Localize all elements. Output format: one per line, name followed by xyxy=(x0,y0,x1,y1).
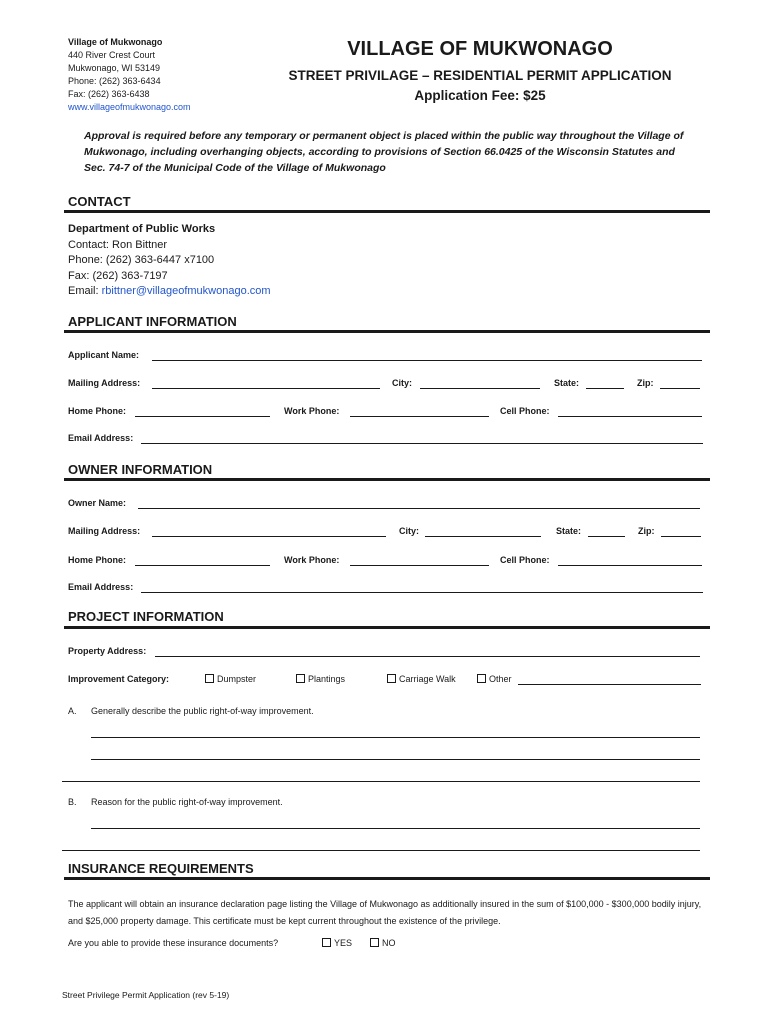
answer-a-line[interactable] xyxy=(91,737,700,738)
contact-block xyxy=(68,222,271,300)
section-divider xyxy=(64,877,710,880)
checkbox-dumpster[interactable]: Dumpster xyxy=(205,674,256,684)
owner-name-label: Owner Name: xyxy=(68,498,127,508)
contact-heading: CONTACT xyxy=(68,194,131,209)
owner-work-phone-field[interactable] xyxy=(350,565,489,566)
section-divider xyxy=(64,626,710,629)
checkbox-square-icon xyxy=(370,938,379,947)
owner-state-label: State: xyxy=(556,526,582,536)
owner-home-phone-label: Home Phone: xyxy=(68,555,127,565)
village-website-link[interactable]: www.villageofmukwonago.com xyxy=(68,102,191,112)
owner-email-label: Email Address: xyxy=(68,582,134,592)
insurance-heading: INSURANCE REQUIREMENTS xyxy=(68,861,254,876)
checkbox-square-icon xyxy=(477,674,486,683)
applicant-cell-phone-field[interactable] xyxy=(558,416,702,417)
owner-city-field[interactable] xyxy=(425,536,541,537)
owner-cell-phone-field[interactable] xyxy=(558,565,702,566)
checkbox-other[interactable]: Other xyxy=(477,674,512,684)
owner-zip-field[interactable] xyxy=(661,536,701,537)
applicant-state-field[interactable] xyxy=(586,388,624,389)
applicant-state-label: State: xyxy=(554,378,580,388)
applicant-cell-phone-label: Cell Phone: xyxy=(500,406,550,416)
applicant-home-phone-label: Home Phone: xyxy=(68,406,127,416)
owner-work-phone-label: Work Phone: xyxy=(284,555,340,565)
question-b-text: Reason for the public right-of-way improvement. xyxy=(91,797,283,807)
contact-fax: Fax: (262) 363-7197 xyxy=(68,269,168,282)
applicant-work-phone-field[interactable] xyxy=(350,416,489,417)
owner-zip-label: Zip: xyxy=(638,526,655,536)
checkbox-square-icon xyxy=(205,674,214,683)
village-address-block xyxy=(68,36,191,114)
owner-name-field[interactable] xyxy=(138,508,700,509)
intro-paragraph: Approval is required before any temporary or permanent object is placed within the public way throughout the Village of Mukwonago, including overhanging objects, according to provisions of Section 66.0425 of the Wisconsin Statutes and Sec. 74-7 of the Municipal Code of the Village of Mukwonago xyxy=(84,130,684,174)
checkbox-square-icon xyxy=(322,938,331,947)
village-street: 440 River Crest Court xyxy=(68,50,156,60)
answer-a-line[interactable] xyxy=(91,759,700,760)
village-phone: Phone: (262) 363-6434 xyxy=(68,76,161,86)
answer-a-line[interactable] xyxy=(62,781,700,782)
section-divider xyxy=(64,330,710,333)
page-title: VILLAGE OF MUKWONAGO xyxy=(347,38,613,60)
checkbox-square-icon xyxy=(296,674,305,683)
checkbox-carriage-walk[interactable]: Carriage Walk xyxy=(387,674,456,684)
project-heading: PROJECT INFORMATION xyxy=(68,609,224,624)
question-a-text: Generally describe the public right-of-way improvement. xyxy=(91,706,314,716)
applicant-city-label: City: xyxy=(392,378,412,388)
section-divider xyxy=(64,478,710,481)
checkbox-no[interactable]: NO xyxy=(370,938,396,948)
owner-mailing-label: Mailing Address: xyxy=(68,526,141,536)
insurance-text: The applicant will obtain an insurance declaration page listing the Village of Mukwonago as additionally insured in the sum of $100,000 - $300,000 bodily injury, and $25,000 property damage. This certificate must be kept current throughout the existence of the privilege. xyxy=(68,899,702,926)
answer-b-line[interactable] xyxy=(62,850,700,851)
applicant-work-phone-label: Work Phone: xyxy=(284,406,340,416)
owner-home-phone-field[interactable] xyxy=(135,565,270,566)
contact-email-label: Email: xyxy=(68,285,102,297)
improvement-category-label: Improvement Category: xyxy=(68,674,170,684)
property-address-label: Property Address: xyxy=(68,646,147,656)
checkbox-yes[interactable]: YES xyxy=(322,938,352,948)
village-name: Village of Mukwonago xyxy=(68,37,163,47)
applicant-mailing-label: Mailing Address: xyxy=(68,378,141,388)
contact-person: Contact: Ron Bittner xyxy=(68,238,168,251)
applicant-city-field[interactable] xyxy=(420,388,540,389)
applicant-email-field[interactable] xyxy=(141,443,703,444)
owner-heading: OWNER INFORMATION xyxy=(68,462,213,477)
insurance-question: Are you able to provide these insurance documents? xyxy=(68,938,279,948)
checkbox-square-icon xyxy=(387,674,396,683)
contact-phone: Phone: (262) 363-6447 x7100 xyxy=(68,254,215,266)
applicant-zip-label: Zip: xyxy=(637,378,654,388)
property-address-field[interactable] xyxy=(155,656,700,657)
contact-department: Department of Public Works xyxy=(68,223,216,235)
other-category-field[interactable] xyxy=(518,684,701,685)
applicant-heading: APPLICANT INFORMATION xyxy=(68,314,237,329)
application-fee: Application Fee: $25 xyxy=(414,88,546,103)
contact-email-link[interactable]: rbittner@villageofmukwonago.com xyxy=(101,285,271,297)
question-b-letter: B. xyxy=(68,797,77,807)
applicant-name-field[interactable] xyxy=(152,360,702,361)
owner-cell-phone-label: Cell Phone: xyxy=(500,555,550,565)
section-divider xyxy=(64,210,710,213)
owner-mailing-field[interactable] xyxy=(152,536,386,537)
applicant-home-phone-field[interactable] xyxy=(135,416,270,417)
owner-city-label: City: xyxy=(399,526,419,536)
checkbox-plantings[interactable]: Plantings xyxy=(296,674,345,684)
owner-email-field[interactable] xyxy=(141,592,703,593)
footer-revision: Street Privilege Permit Application (rev 5-19) xyxy=(62,990,230,1000)
village-fax: Fax: (262) 363-6438 xyxy=(68,89,150,99)
answer-b-line[interactable] xyxy=(91,828,700,829)
question-a-letter: A. xyxy=(68,706,77,716)
applicant-email-label: Email Address: xyxy=(68,433,134,443)
village-city-state: Mukwonago, WI 53149 xyxy=(68,63,161,73)
applicant-name-label: Applicant Name: xyxy=(68,350,140,360)
applicant-zip-field[interactable] xyxy=(660,388,700,389)
form-subtitle: STREET PRIVILAGE – RESIDENTIAL PERMIT APPLICATION xyxy=(288,68,672,83)
applicant-mailing-field[interactable] xyxy=(152,388,380,389)
contact-email-row xyxy=(68,284,271,300)
owner-state-field[interactable] xyxy=(588,536,625,537)
